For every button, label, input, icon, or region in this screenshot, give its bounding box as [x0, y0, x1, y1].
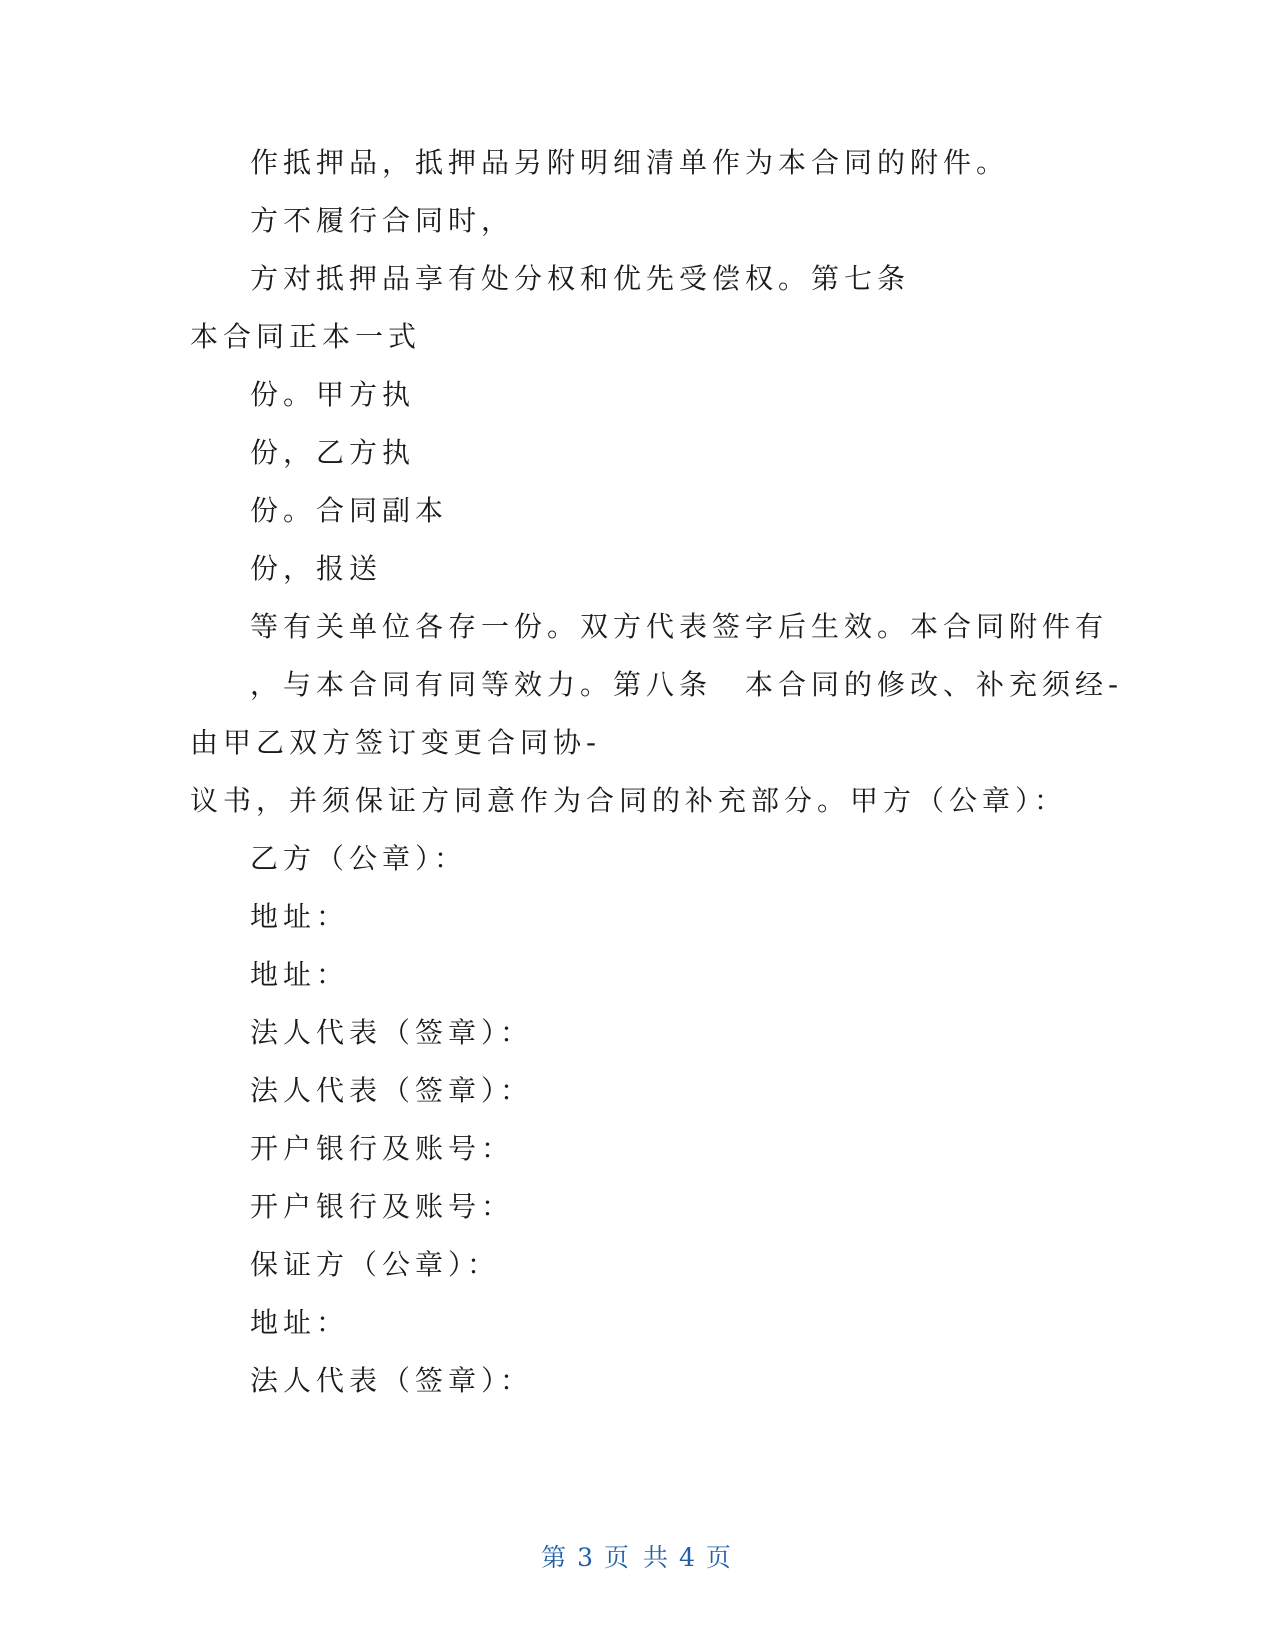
footer-prefix: 第: [541, 1543, 570, 1572]
signature-field-label: 开户银行及账号：: [250, 1190, 515, 1223]
signature-field-label: 法人代表（签章）：: [250, 1016, 534, 1049]
signature-field-label: 法人代表（签章）：: [250, 1074, 534, 1107]
signature-field-label: 地址：: [250, 1306, 350, 1339]
text-line: 份，乙方执: [250, 436, 416, 469]
text-line: 本合同正本一式: [190, 320, 422, 353]
text-line: 等有关单位各存一份。双方代表签字后生效。本合同附件有: [250, 610, 1109, 643]
footer-middle: 页 共: [604, 1543, 671, 1572]
signature-field-label: 保证方（公章）：: [250, 1248, 501, 1281]
total-pages-number: 4: [678, 1543, 698, 1572]
signature-field-label: 地址：: [250, 958, 350, 991]
text-line: 由甲乙双方签订变更合同协-: [190, 726, 602, 759]
text-line: 份。甲方执: [250, 378, 416, 411]
text-line: 方对抵押品享有处分权和优先受偿权。第七条: [250, 262, 911, 295]
text-line: 方不履行合同时，: [250, 204, 515, 237]
text-line: 份。合同副本: [250, 494, 449, 527]
text-line: 议书，并须保证方同意作为合同的补充部分。甲方（公章）：: [190, 784, 1068, 817]
signature-field-label: 乙方（公章）：: [250, 842, 468, 875]
footer-suffix: 页: [705, 1543, 734, 1572]
signature-field-label: 开户银行及账号：: [250, 1132, 515, 1165]
text-line: 份，报送: [250, 552, 383, 585]
page-number-footer: [0, 1538, 1275, 1574]
text-line: ，与本合同有同等效力。第八条 本合同的修改、补充须经-: [250, 668, 1124, 701]
signature-field-label: 法人代表（签章）：: [250, 1364, 534, 1397]
current-page-number: 3: [577, 1543, 597, 1572]
signature-field-label: 地址：: [250, 900, 350, 933]
text-line: 作抵押品，抵押品另附明细清单作为本合同的附件。: [250, 146, 1010, 179]
